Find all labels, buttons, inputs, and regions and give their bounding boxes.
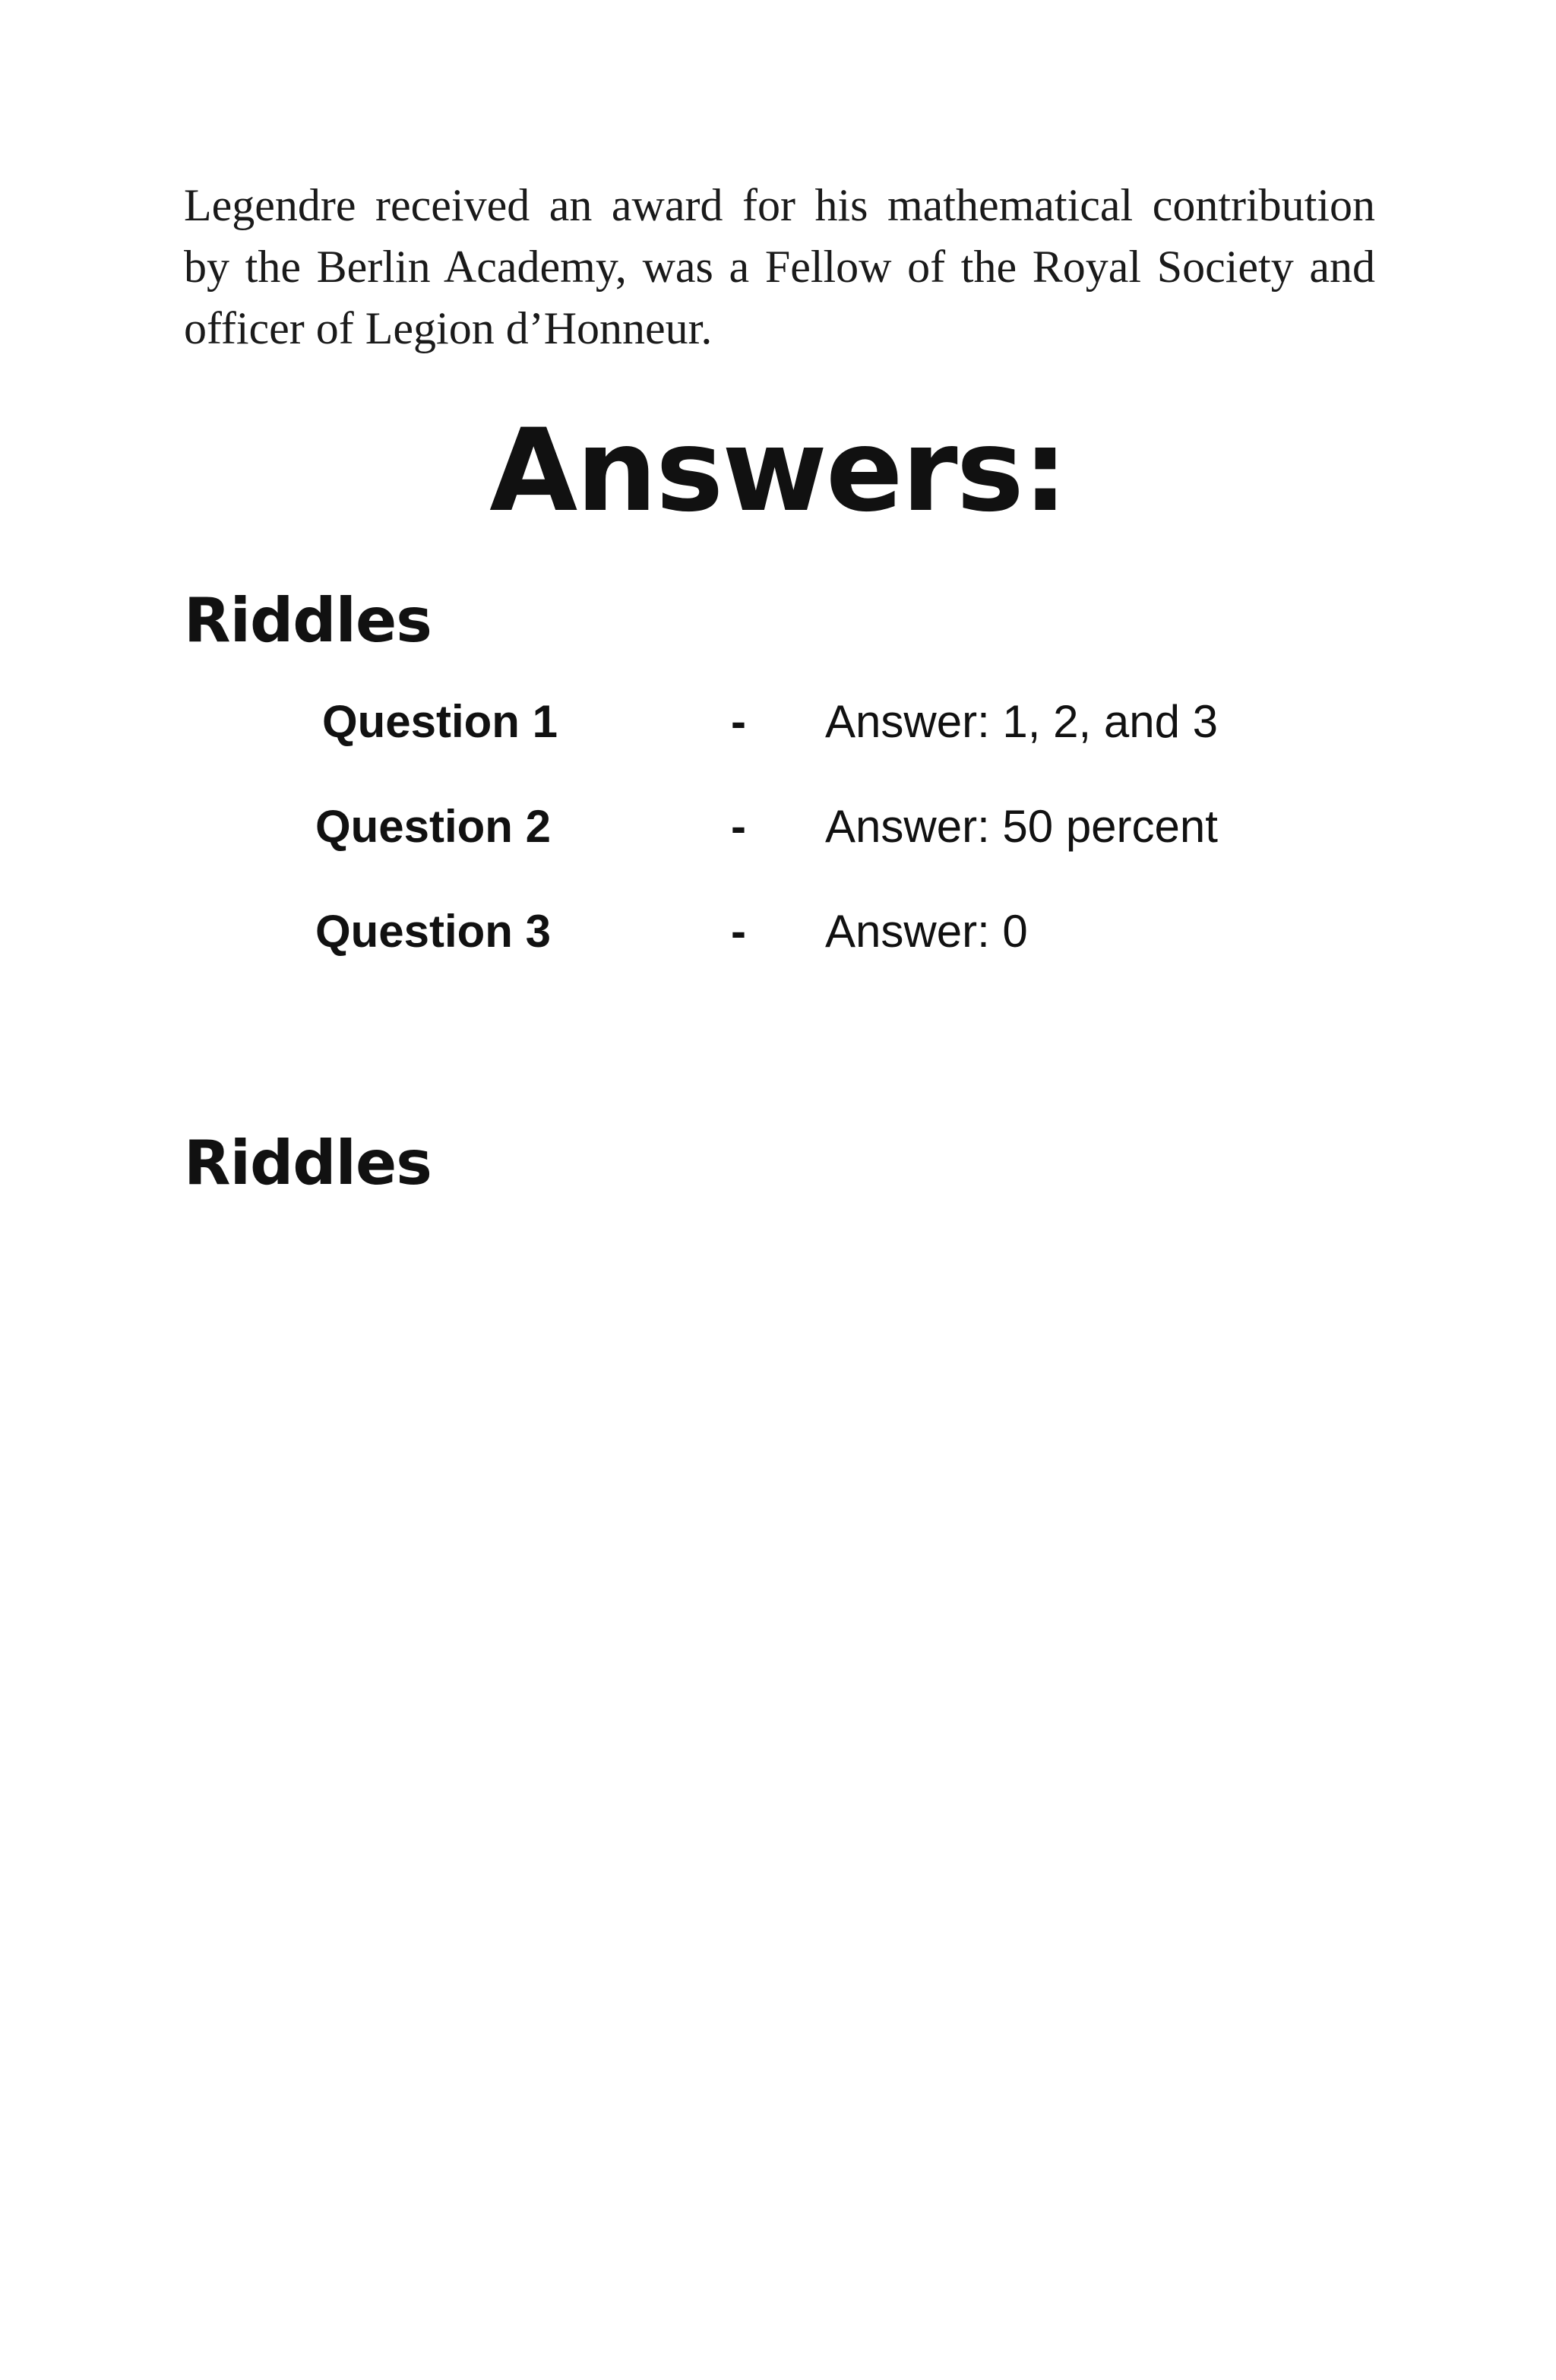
- qa-row: [0, 692, 1556, 752]
- answers-heading: Answers:: [489, 405, 1067, 537]
- section-heading-riddles: Riddles: [184, 1128, 432, 1198]
- qa-row: [0, 796, 1556, 857]
- separator-dash: -: [731, 801, 746, 852]
- separator-dash: -: [731, 696, 746, 747]
- intro-paragraph: Legendre received an award for his mathematical contribution by the Berlin Academy, was a Fellow of the Royal Society and officer of Legion d’Honneur.: [184, 180, 1375, 353]
- question-label: Question 2: [315, 801, 551, 852]
- section-heading-riddles: Riddles: [184, 585, 432, 656]
- question-label: Question 1: [321, 696, 558, 747]
- answer-text: Answer: 1, 2, and 3: [825, 696, 1218, 747]
- qa-row: [0, 901, 1556, 962]
- answer-text: Answer: 50 percent: [825, 801, 1218, 852]
- answer-text: Answer: 0: [825, 906, 1028, 957]
- question-label: Question 3: [315, 906, 551, 957]
- separator-dash: -: [731, 906, 746, 957]
